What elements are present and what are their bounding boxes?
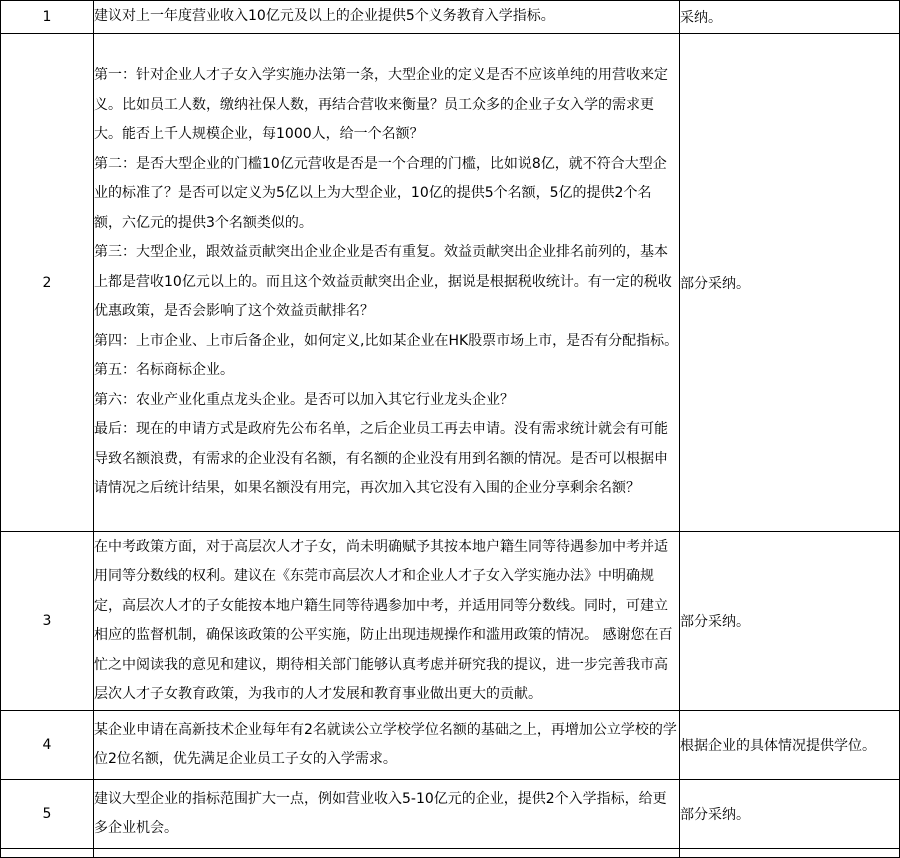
suggestion-paragraph: 第五：名标商标企业。 [94,362,234,379]
row-number: 2 [1,34,94,532]
suggestion-paragraph: 第二：是否大型企业的门槛10亿元营收是否是一个合理的门槛，比如说8亿，就不符合大型企业的标准了？是否可以定义为5亿以上为大型企业，10亿的提供5个名额，5亿的提供2个名额，六亿元的提供3个名额类似的。 [94,155,667,231]
suggestion-content [94,711,680,780]
table-row [1,711,900,780]
table-row [1,34,900,532]
adoption-result: 部分采纳。 [680,34,900,532]
row-number: 1 [1,1,94,34]
suggestion-content [94,780,680,849]
adoption-result: 部分采纳。 [680,780,900,849]
suggestion-paragraph: 在中考政策方面，对于高层次人才子女，尚未明确赋予其按本地户籍生同等待遇参加中考并适用同等分数线的权利。建议在《东莞市高层次人才和企业人才子女入学实施办法》中明确规定，高层次人才的子女能按本地户籍生同等待遇参加中考，并适用同等分数线。同时，可建立相应的监督机制，确保该政策的公平实施，防止出现违规操作和滥用政策的情况。 感谢您在百忙之中阅读我的意见和建议，期待相关部门能够认真考虑并研究我的提议，进一步完善我市高层次人才子女教育政策，为我市的人才发展和教育事业做出更大的贡献。 [94,538,673,702]
table-row [1,780,900,849]
suggestion-paragraph: 建议大型企业的指标范围扩大一点，例如营业收入5-10亿元的企业，提供2个入学指标，给更多企业机会。 [94,790,667,836]
row-number [1,849,94,858]
adoption-result: 采纳。 [680,1,900,34]
adoption-result [680,849,900,858]
suggestion-paragraph: 第四：上市企业、上市后备企业，如何定义,比如某企业在HK股票市场上市，是否有分配指标。 [94,332,679,349]
row-number: 5 [1,780,94,849]
table-row [1,532,900,711]
suggestion-paragraph: 第三：大型企业，跟效益贡献突出企业企业是否有重复。效益贡献突出企业排名前列的，基本上都是营收10亿元以上的。而且这个效益贡献突出企业，据说是根据税收统计。有一定的税收优惠政策，是否会影响了这个效益贡献排名？ [94,244,672,320]
table-row [1,1,900,34]
suggestion-paragraph: 第六：农业产业化重点龙头企业。是否可以加入其它行业龙头企业？ [94,391,514,408]
suggestion-paragraph: 建议对上一年度营业收入10亿元及以上的企业提供5个义务教育入学指标。 [94,8,555,25]
adoption-result: 根据企业的具体情况提供学位。 [680,711,900,780]
row-number: 4 [1,711,94,780]
suggestion-content [94,849,680,858]
adoption-result: 部分采纳。 [680,532,900,711]
suggestion-paragraph: 最后：现在的申请方式是政府先公布名单，之后企业员工再去申请。没有需求统计就会有可能导致名额浪费，有需求的企业没有名额，有名额的企业没有用到名额的情况。是否可以根据申请情况之后统计结果，如果名额没有用完，再次加入其它没有入围的企业分享剩余名额？ [94,421,668,497]
suggestion-content [94,532,680,711]
table-row [1,849,900,858]
suggestion-paragraph: 第一：针对企业人才子女入学实施办法第一条，大型企业的定义是否不应该单纯的用营收来定义。比如员工人数，缴纳社保人数，再结合营收来衡量？员工众多的企业子女入学的需求更大。能否上千人规模企业，每1000人，给一个名额？ [94,67,668,143]
suggestion-content [94,34,680,532]
row-number: 3 [1,532,94,711]
suggestion-content [94,1,680,34]
suggestion-paragraph: 某企业申请在高新技术企业每年有2名就读公立学校学位名额的基础之上，再增加公立学校的学位2位名额，优先满足企业员工子女的入学需求。 [94,721,677,767]
